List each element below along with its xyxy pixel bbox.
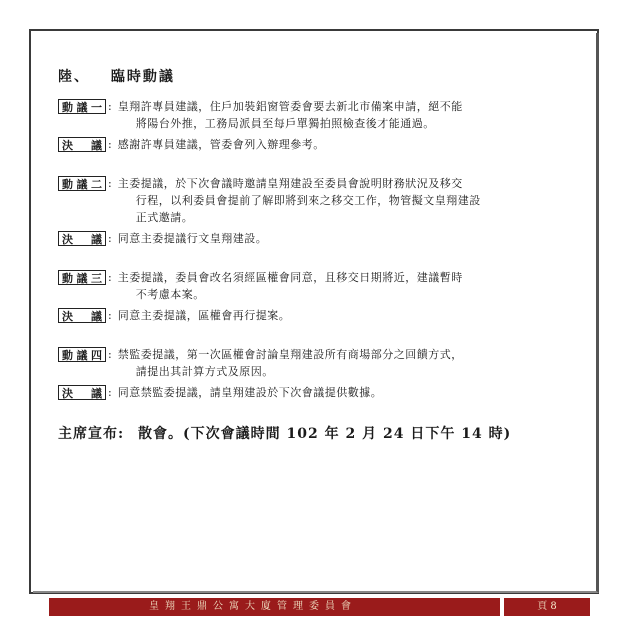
motion-2: 動議二 : 主委提議，於下次會議時邀請皇翔建設至委員會說明財務狀況及移交 行程，以利委員會提前了解即將到來之移交工作，物管擬文皇翔建設 正式邀請。 <box>58 175 578 226</box>
footer-organization: 皇翔王鼎公寓大廈管理委員會 <box>149 601 357 612</box>
resolution-label: 決 議 <box>58 385 106 400</box>
section-title: 臨時動議 <box>110 69 175 85</box>
motion-label: 動議一 <box>58 99 106 114</box>
chair-text: 散會。(下次會議時間 102 年 2 月 24 日下午 14 時) <box>138 426 512 442</box>
resolution-4: 決 議 : 同意禁監委提議，請皇翔建設於下次會議提供數據。 <box>58 384 578 401</box>
resolution-label: 決 議 <box>58 231 106 246</box>
resolution-2: 決 議 : 同意主委提議行文皇翔建設。 <box>58 230 578 247</box>
motion-label: 動議三 <box>58 270 106 285</box>
page-number: 頁 8 <box>500 598 590 616</box>
resolution-text: 同意禁監委提議，請皇翔建設於下次會議提供數據。 <box>117 386 383 399</box>
motion-3: 動議三 : 主委提議，委員會改名須經區權會同意，且移交日期將近，建議暫時 不考慮本案。 <box>58 269 578 303</box>
resolution-1: 決 議 : 感謝許專員建議，管委會列入辦理參考。 <box>58 136 578 153</box>
chair-label: 主席宣布: <box>58 426 125 442</box>
motion-label: 動議四 <box>58 347 106 362</box>
motion-4: 動議四 : 禁監委提議，第一次區權會討論皇翔建設所有商場部分之回饋方式， 請提出其計算方式及原因。 <box>58 346 578 380</box>
resolution-3: 決 議 : 同意主委提議，區權會再行提案。 <box>58 307 578 324</box>
motion-text: 主委提議，於下次會議時邀請皇翔建設至委員會說明財務狀況及移交 行程，以利委員會提前了解即將到來之移交工作，物管擬文皇翔建設 正式邀請。 <box>117 177 481 224</box>
motion-label: 動議二 <box>58 176 106 191</box>
motion-text: 皇翔許專員建議，住戶加裝鋁窗管委會要去新北市備案申請，絕不能 將陽台外推，工務局派員至每戶單獨拍照檢查後才能通過。 <box>117 100 463 130</box>
resolution-text: 感謝許專員建議，管委會列入辦理參考。 <box>117 138 325 151</box>
motion-1: 動議一 : 皇翔許專員建議，住戶加裝鋁窗管委會要去新北市備案申請，絕不能 將陽台外推，工務局派員至每戶單獨拍照檢查後才能通過。 <box>58 98 578 132</box>
minutes-content <box>58 66 578 443</box>
resolution-text: 同意主委提議，區權會再行提案。 <box>117 309 291 322</box>
motion-text: 主委提議，委員會改名須經區權會同意，且移交日期將近，建議暫時 不考慮本案。 <box>117 271 463 301</box>
resolution-label: 決 議 <box>58 308 106 323</box>
resolution-text: 同意主委提議行文皇翔建設。 <box>117 232 268 245</box>
motion-text: 禁監委提議，第一次區權會討論皇翔建設所有商場部分之回饋方式， 請提出其計算方式及原因。 <box>117 348 463 378</box>
section-heading <box>58 66 578 86</box>
chair-announcement <box>58 423 578 443</box>
resolution-label: 決 議 <box>58 137 106 152</box>
section-number: 陸、 <box>58 69 90 85</box>
footer-bar <box>49 598 590 616</box>
